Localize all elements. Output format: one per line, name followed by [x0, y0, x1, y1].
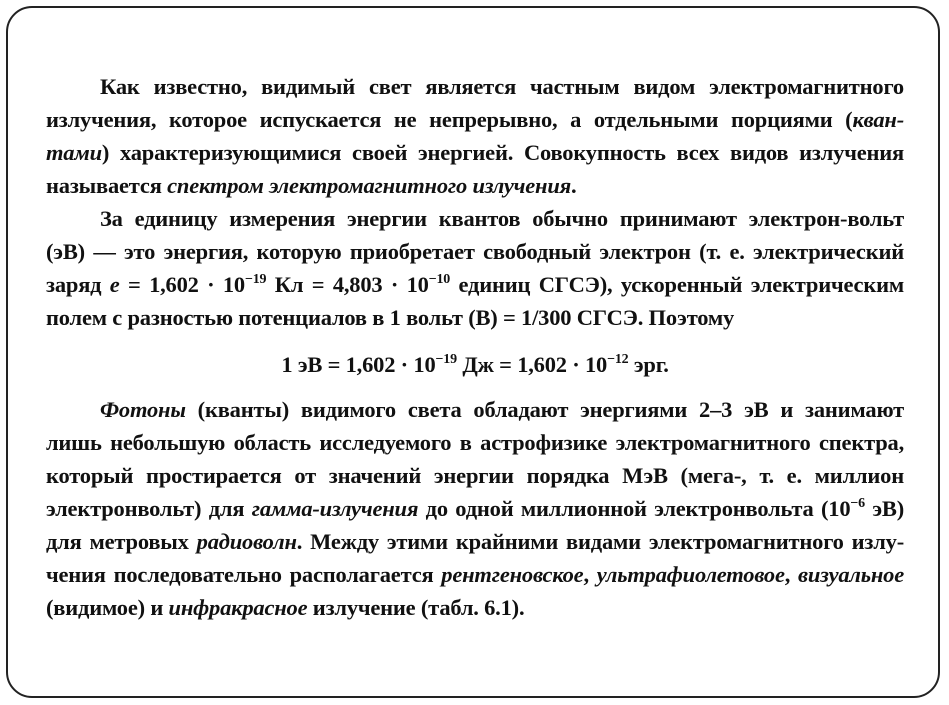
text-line: электронвольт) для гамма-излучения до одной миллионной электронвольта ($10^{-6}$ эВ) [46, 496, 904, 521]
energy-conversion-formula: 1 эВ = $1,602 \cdot 10^{-19}$ Дж = $1,602 \cdot 10^{-12}$ эрг. [281, 352, 669, 377]
term-xray: рентгеновское [441, 562, 584, 587]
text-line: Фотоны (кванты) видимого света обладают энергиями 2–3 эВ и занимают [100, 397, 904, 422]
text-line: (видимое) и инфракрасное излучение (табл. 6.1). [46, 595, 525, 620]
text-line: излучения, которое испускается не непрерывно, а отдельными порциями (кван- [46, 107, 904, 132]
paragraph-electron-volt [46, 202, 904, 334]
text-line: тами) характеризующимися своей энергией. Совокупность всех видов излучения [46, 140, 904, 165]
term-photons: Фотоны [100, 397, 186, 422]
text-line: для метровых радиоволн. Между этими крайними видами электромагнитного излу- [46, 529, 905, 554]
text-line: называется спектром электромагнитного излучения. [46, 173, 577, 198]
document-body [46, 70, 904, 624]
term-gamma: гамма-излучения [251, 496, 419, 521]
term-radio: радиоволн [196, 529, 297, 554]
term-visual: визуальное [798, 562, 904, 587]
text-line: заряд $e = 1,602 \cdot 10^{-19}$ Кл = $4,803 \cdot 10^{-10}$ единиц СГСЭ), ускоренный электрическим [46, 272, 904, 297]
text-line: чения последовательно располагается рентгеновское, ультрафиолетовое, визуальное [46, 562, 904, 587]
text-line: лишь небольшую область исследуемого в астрофизике электромагнитного спектра, [46, 430, 904, 455]
text-line: который простирается от значений энергии порядка МэВ (мега-, т. е. миллион [46, 463, 904, 488]
text-line: Как известно, видимый свет является частным видом электромагнитного [100, 74, 904, 99]
term-uv: ультрафиолетовое [596, 562, 785, 587]
term-em-spectrum: спектром электромагнитного излучения [167, 173, 572, 198]
text-line: полем с разностью потенциалов в 1 вольт (В) = 1/300 СГСЭ. Поэтому [46, 305, 735, 330]
text-line: (эВ) — это энергия, которую приобретает свободный электрон (т. е. электрический [46, 239, 904, 264]
term-infrared: инфракрасное [168, 595, 308, 620]
paragraph-visible-light [46, 70, 904, 202]
text-line: За единицу измерения энергии квантов обычно принимают электрон-вольт [100, 206, 904, 231]
paragraph-photons [46, 393, 904, 624]
